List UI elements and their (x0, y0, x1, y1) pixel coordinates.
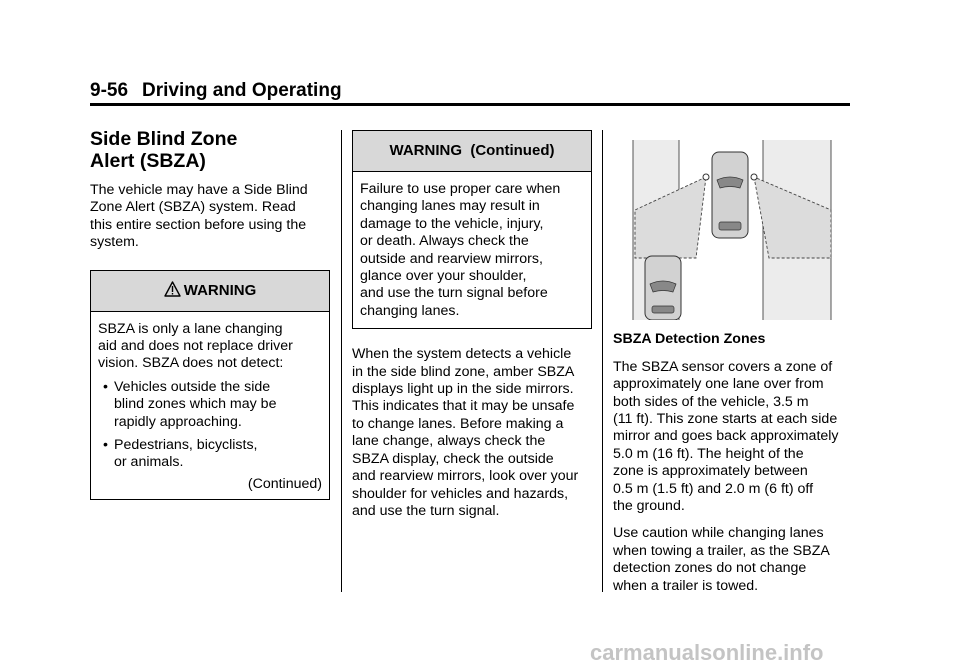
adjacent-vehicle (645, 256, 681, 320)
column-divider (341, 130, 342, 592)
intro-paragraph: The vehicle may have a Side Blind Zone Alert (SBZA) system. Read this entire section before using the system. (90, 182, 308, 251)
warning-body (353, 172, 591, 328)
trailer-paragraph: Use caution while changing lanes when towing a trailer, as the SBZA detection zones do not change when a trailer is towed. (613, 525, 830, 594)
page-number: 9-56 (90, 80, 129, 101)
bullet-dot-icon: • (103, 378, 108, 395)
heading-line: Alert (SBZA) (90, 150, 206, 172)
warning-box (90, 270, 330, 501)
warning-header (91, 271, 329, 312)
warning-triangle-icon (164, 273, 181, 313)
warning-list (98, 379, 322, 472)
column-divider (602, 130, 603, 592)
diagram-caption: SBZA Detection Zones (613, 331, 766, 348)
bullet-dot-icon: • (103, 437, 108, 454)
column-3 (613, 130, 853, 605)
warning-header: WARNING (Continued) (353, 131, 591, 172)
warning-body (91, 312, 329, 500)
detection-paragraph: When the system detects a vehicle in the side blind zone, amber SBZA displays light up in the side mirrors. This indicates that it may be unsafe to change lanes. Before making a lane change, always check the SBZA display, check the outside and rearview mirrors, look over your shoulder for vehicles and hazards, and use the turn signal. (352, 346, 579, 519)
warning-text: SBZA is only a lane changing aid and does not replace driver vision. SBZA does not detect: (98, 320, 293, 372)
list-item: • Vehicles outside the side blind zones which may be rapidly approaching. (103, 378, 277, 430)
column-1 (90, 128, 330, 500)
host-vehicle (703, 152, 757, 238)
section-heading (90, 128, 330, 172)
section-title: Driving and Operating (142, 80, 342, 101)
page-header (90, 80, 342, 102)
column-2 (352, 130, 592, 530)
warning-title: WARNING (183, 281, 257, 299)
sbza-diagram (613, 130, 853, 320)
header-rule (90, 103, 850, 106)
warning-text: Failure to use proper care when changing lanes may result in damage to the vehicle, injury, or death. Always check the outside and rearview mirrors, glance over your shoulder, and use the turn signal before changing lanes. (360, 181, 561, 319)
watermark: carmanualsonline.info (590, 640, 824, 665)
heading-line: Side Blind Zone (90, 128, 238, 150)
warning-box-continued (352, 130, 592, 329)
continued-note: (Continued) (247, 475, 322, 492)
list-item: • Pedestrians, bicyclists, or animals. (103, 437, 258, 471)
zone-paragraph: The SBZA sensor covers a zone of approximately one lane over from both sides of the vehicle, 3.5 m (11 ft). This zone starts at each side mirror and goes back approximately 5.0 m (16 ft). The height of the zone is approximately between 0.5 m (1.5 ft) and 2.0 m (6 ft) off the ground. (613, 358, 839, 515)
